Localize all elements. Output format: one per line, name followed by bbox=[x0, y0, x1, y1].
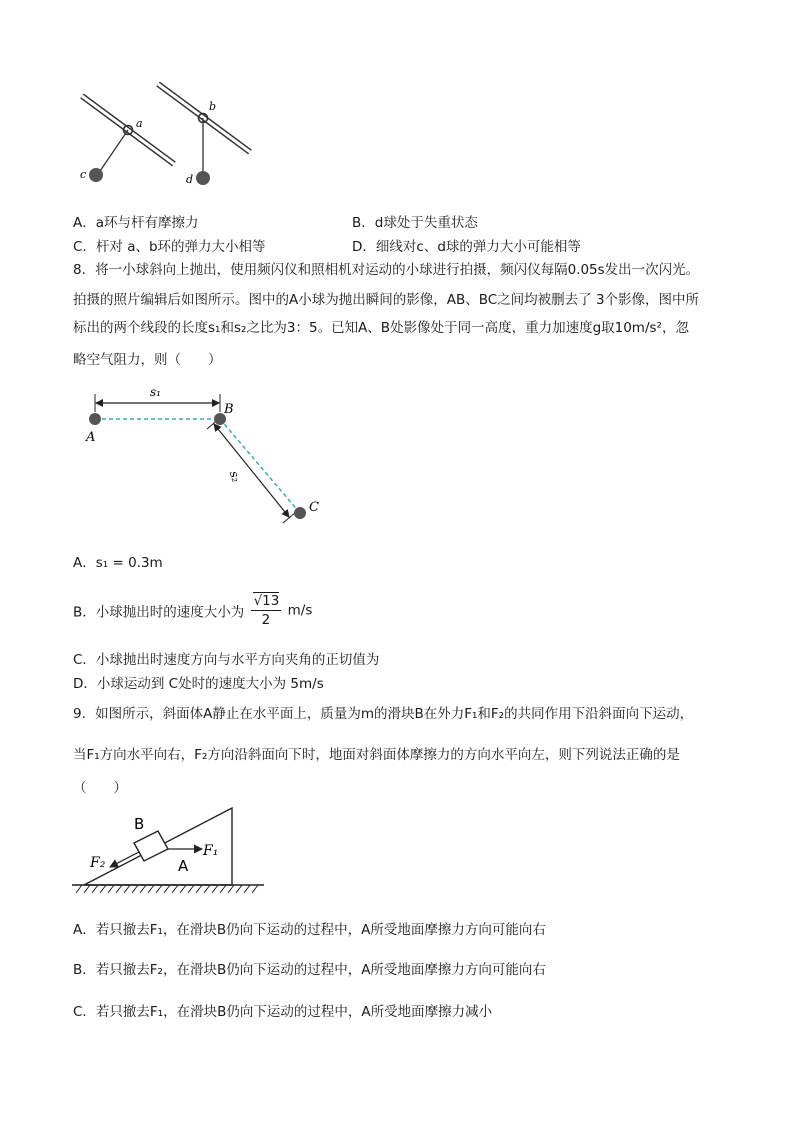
q9-stem-line-3: （ ） bbox=[73, 780, 127, 796]
label-B: B bbox=[134, 815, 145, 833]
q7-option-d: D．细线对c、d球的弹力大小可能相等 bbox=[352, 239, 581, 255]
q9-stem-line-2: 当F₁方向水平向右，F₂方向沿斜面向下时，地面对斜面体摩擦力的方向水平向左，则下列说法正确的是 bbox=[73, 747, 680, 763]
force-F2-arrow bbox=[110, 852, 139, 867]
q8-option-b-numerator: √13 bbox=[253, 593, 280, 609]
dashed-path-bc bbox=[220, 419, 300, 513]
q9-stem-line-1: 9．如图所示，斜面体A静止在水平面上，质量为m的滑块B在外力F₁和F₂的共同作用下沿斜面向下运动， bbox=[73, 706, 694, 722]
q8-option-b-denominator: 2 bbox=[261, 612, 271, 628]
q9-incline-figure bbox=[72, 805, 272, 900]
label-d: d bbox=[186, 173, 194, 186]
label-A: A bbox=[178, 857, 189, 875]
label-s2: s₂ bbox=[226, 469, 244, 484]
q7-rings-figure bbox=[70, 76, 270, 191]
label-b: b bbox=[209, 100, 217, 113]
label-C: C bbox=[309, 500, 319, 515]
label-B: B bbox=[224, 402, 234, 417]
ball-c bbox=[89, 168, 103, 182]
q8-stem-line-3: 标出的两个线段的长度s₁和s₂之比为3：5。已知A、B处影像处于同一高度，重力加速度g取10m/s²，忽 bbox=[73, 320, 689, 336]
label-F1: F₁ bbox=[203, 843, 219, 859]
ground-hatching bbox=[76, 885, 258, 893]
string-a bbox=[98, 130, 128, 174]
ball-C bbox=[294, 507, 306, 519]
q8-stroboscope-figure bbox=[80, 380, 330, 540]
q8-stem-line-4: 略空气阻力，则（ ） bbox=[73, 352, 222, 368]
q8-option-c: C．小球抛出时速度方向与水平方向夹角的正切值为 bbox=[73, 652, 380, 668]
label-s1: s₁ bbox=[150, 385, 161, 399]
q7-option-a: A．a环与杆有摩擦力 bbox=[73, 215, 199, 231]
q8-option-b-unit: m/s bbox=[287, 602, 313, 619]
q8-stem-line-2: 拍摄的照片编辑后如图所示。图中的A小球为抛出瞬间的影像，AB、BC之间均被删去了 3个影像，图中所 bbox=[73, 292, 700, 308]
q7-option-c: C．杆对 a、b环的弹力大小相等 bbox=[73, 239, 266, 255]
ball-d bbox=[196, 171, 210, 185]
q8-option-a: A．s₁ = 0.3m bbox=[73, 555, 163, 571]
q9-option-c: C．若只撤去F₁，在滑块B仍向下运动的过程中，A所受地面摩擦力减小 bbox=[73, 1004, 493, 1020]
label-A: A bbox=[86, 430, 96, 445]
q8-option-d: D．小球运动到 C处时的速度大小为 5m/s bbox=[73, 676, 324, 692]
q7-option-b: B．d球处于失重状态 bbox=[352, 215, 478, 231]
label-c: c bbox=[80, 168, 87, 181]
q9-option-b: B．若只撤去F₂，在滑块B仍向下运动的过程中，A所受地面摩擦力方向可能向右 bbox=[73, 962, 546, 978]
q8-option-b-fraction bbox=[251, 592, 282, 629]
ball-A bbox=[89, 413, 101, 425]
rod-right bbox=[158, 84, 250, 152]
q8-option-b bbox=[73, 592, 312, 629]
s2-dimension-arrow bbox=[214, 424, 289, 517]
q8-stem-line-1: 8．将一小球斜向上抛出，使用频闪仪和照相机对运动的小球进行拍摄，频闪仪每隔0.05s发出一次闪光。 bbox=[73, 262, 700, 278]
label-F2: F₂ bbox=[90, 855, 106, 871]
q8-option-b-text: B．小球抛出时的速度大小为 bbox=[73, 604, 245, 621]
label-a: a bbox=[136, 117, 143, 130]
q9-option-a: A．若只撤去F₁，在滑块B仍向下运动的过程中，A所受地面摩擦力方向可能向右 bbox=[73, 922, 546, 938]
